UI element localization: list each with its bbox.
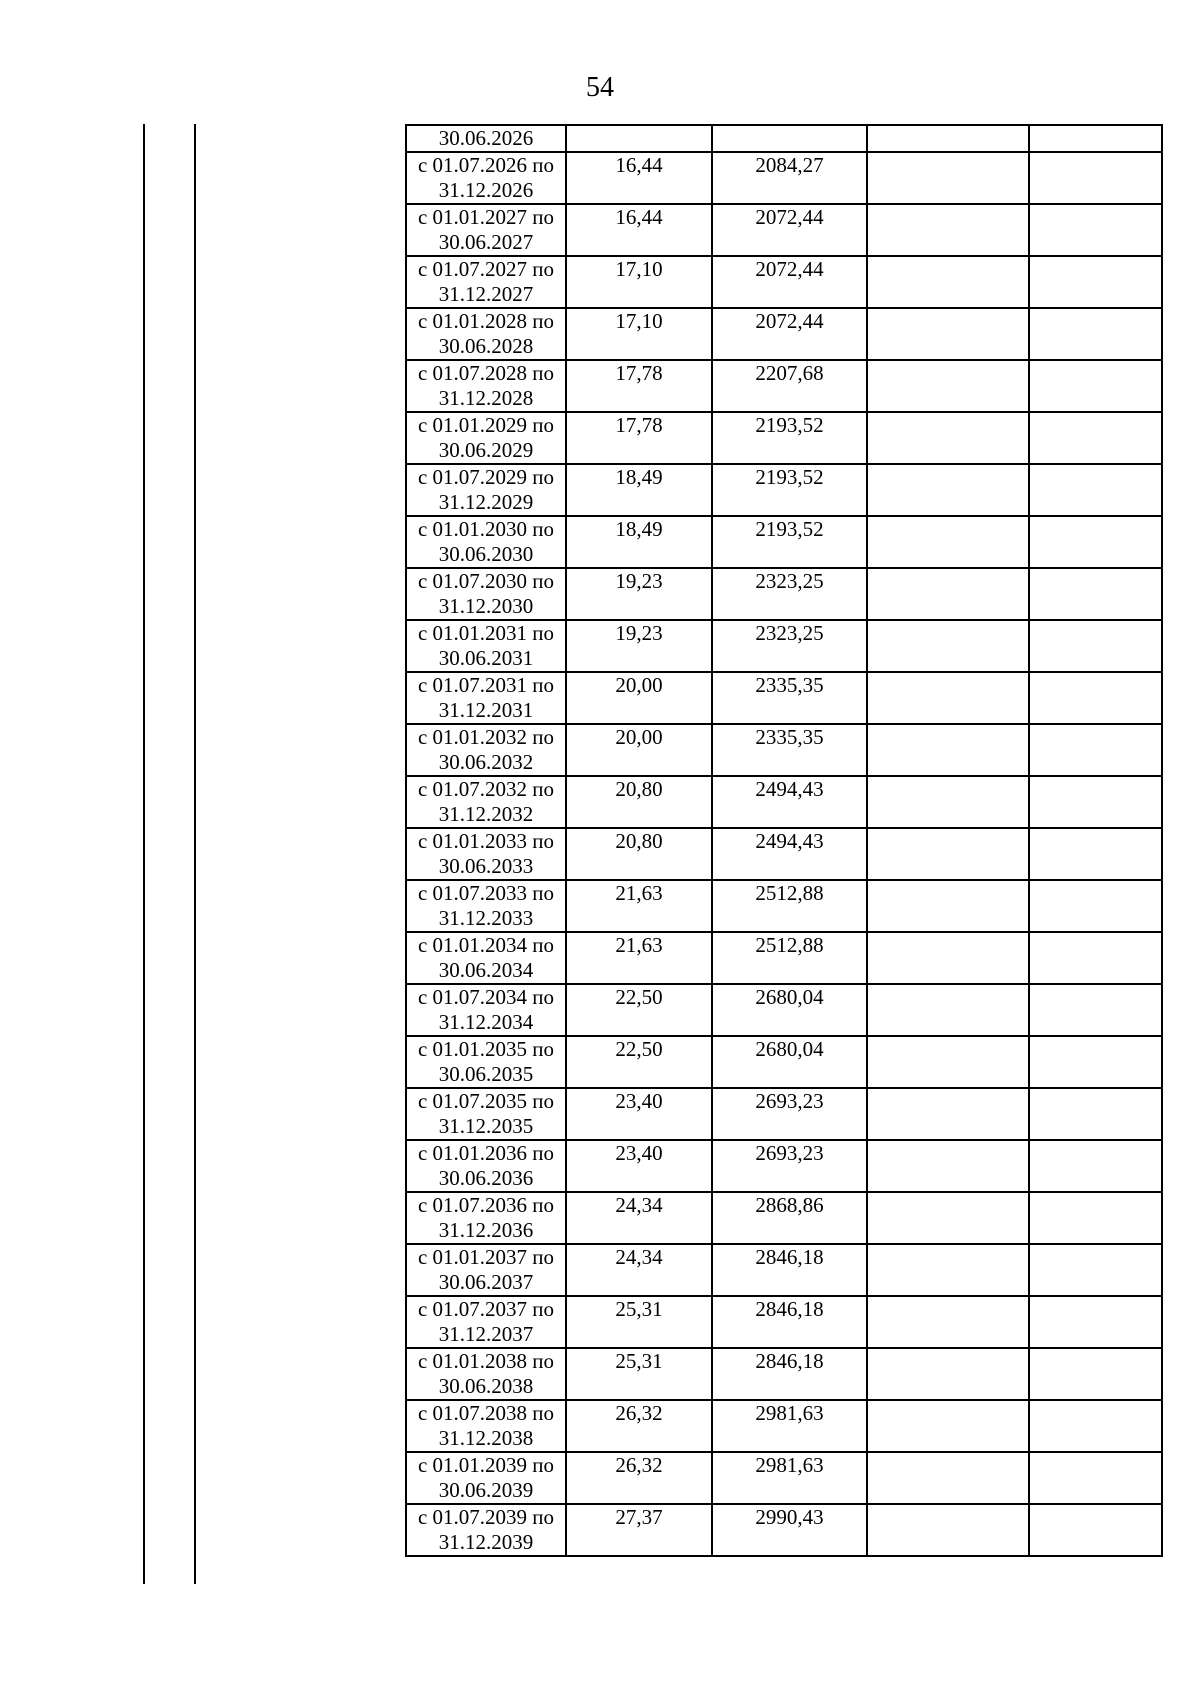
period-start: с 01.07.2028 по: [417, 361, 555, 385]
tariff-cell: 2693,23: [712, 1088, 867, 1140]
period-cell: [406, 880, 566, 932]
period-cell: [406, 516, 566, 568]
rate-cell: 19,23: [566, 568, 712, 620]
period-end: 31.12.2035: [438, 1114, 534, 1138]
period-start: с 01.01.2034 по: [417, 933, 555, 957]
period-cell: [406, 932, 566, 984]
period-end: 30.06.2031: [438, 646, 534, 670]
empty-cell: [1029, 932, 1162, 984]
period-cell: [406, 1296, 566, 1348]
tariff-cell: 2193,52: [712, 516, 867, 568]
tariff-cell: 2494,43: [712, 776, 867, 828]
period-cell: [406, 308, 566, 360]
period-start: с 01.07.2027 по: [417, 257, 555, 281]
rate-cell: 25,31: [566, 1348, 712, 1400]
period-start: с 01.07.2030 по: [417, 569, 555, 593]
period-start: с 01.07.2035 по: [417, 1089, 555, 1113]
tariff-cell: 2981,63: [712, 1452, 867, 1504]
tariff-cell: 2846,18: [712, 1296, 867, 1348]
rate-cell: 26,32: [566, 1400, 712, 1452]
empty-cell: [1029, 1400, 1162, 1452]
period-start: с 01.07.2039 по: [417, 1505, 555, 1529]
period-start: с 01.01.2027 по: [417, 205, 555, 229]
empty-cell: [867, 828, 1029, 880]
empty-cell: [1029, 620, 1162, 672]
table-row: [406, 828, 1162, 880]
tariff-cell: 2207,68: [712, 360, 867, 412]
period-start: с 01.07.2033 по: [417, 881, 555, 905]
empty-cell: [1029, 880, 1162, 932]
rate-cell: 17,10: [566, 308, 712, 360]
period-end: 31.12.2033: [438, 906, 534, 930]
empty-cell: [1029, 360, 1162, 412]
period-end: 31.12.2037: [438, 1322, 534, 1346]
period-cell: [406, 620, 566, 672]
tariff-cell: 2494,43: [712, 828, 867, 880]
empty-cell: [1029, 984, 1162, 1036]
empty-cell: [867, 932, 1029, 984]
table-row: [406, 152, 1162, 204]
empty-cell: [867, 360, 1029, 412]
tariff-cell: 2072,44: [712, 308, 867, 360]
rate-cell: 24,34: [566, 1192, 712, 1244]
empty-cell: [867, 1244, 1029, 1296]
period-start: с 01.01.2028 по: [417, 309, 555, 333]
empty-cell: [1029, 828, 1162, 880]
rate-cell: 20,80: [566, 828, 712, 880]
period-cell: [406, 1504, 566, 1556]
table-row: [406, 1088, 1162, 1140]
tariff-table-body: [406, 125, 1162, 1556]
period-end: 31.12.2036: [438, 1218, 534, 1242]
rate-cell: 25,31: [566, 1296, 712, 1348]
period-end: 30.06.2039: [438, 1478, 534, 1502]
period-end: 30.06.2030: [438, 542, 534, 566]
empty-cell: [1029, 568, 1162, 620]
rate-cell: 17,78: [566, 360, 712, 412]
empty-cell: [1029, 1140, 1162, 1192]
period-end: 31.12.2031: [438, 698, 534, 722]
tariff-cell: 2512,88: [712, 932, 867, 984]
tariff-cell: 2846,18: [712, 1348, 867, 1400]
empty-cell: [867, 776, 1029, 828]
period-cell: [406, 1088, 566, 1140]
rate-cell: 16,44: [566, 204, 712, 256]
tariff-cell: 2323,25: [712, 568, 867, 620]
tariff-cell: 2990,43: [712, 1504, 867, 1556]
rate-cell: 21,63: [566, 932, 712, 984]
period-start: с 01.01.2030 по: [417, 517, 555, 541]
empty-cell: [867, 724, 1029, 776]
period-end: 30.06.2026: [438, 126, 534, 150]
empty-cell: [867, 204, 1029, 256]
rate-cell: 26,32: [566, 1452, 712, 1504]
period-cell: [406, 984, 566, 1036]
table-row: [406, 1504, 1162, 1556]
tariff-cell: 2193,52: [712, 464, 867, 516]
empty-cell: [1029, 1348, 1162, 1400]
rate-cell: 20,00: [566, 672, 712, 724]
period-end: 30.06.2036: [438, 1166, 534, 1190]
tariff-cell: 2193,52: [712, 412, 867, 464]
tariff-cell: [712, 125, 867, 152]
empty-cell: [867, 152, 1029, 204]
empty-cell: [867, 568, 1029, 620]
period-end: 30.06.2032: [438, 750, 534, 774]
table-row-continued: [406, 125, 1162, 152]
empty-cell: [1029, 412, 1162, 464]
table-row: [406, 412, 1162, 464]
period-start: с 01.07.2032 по: [417, 777, 555, 801]
period-cell: [406, 204, 566, 256]
rate-cell: 18,49: [566, 516, 712, 568]
period-cell: [406, 360, 566, 412]
tariff-cell: 2072,44: [712, 256, 867, 308]
period-cell: [406, 672, 566, 724]
tariff-cell: 2335,35: [712, 672, 867, 724]
period-end: 31.12.2026: [438, 178, 534, 202]
table-row: [406, 568, 1162, 620]
tariff-cell: 2680,04: [712, 1036, 867, 1088]
empty-cell: [867, 984, 1029, 1036]
empty-cell: [867, 880, 1029, 932]
empty-cell: [1029, 1504, 1162, 1556]
period-start: с 01.07.2026 по: [417, 153, 555, 177]
empty-cell: [867, 1296, 1029, 1348]
rate-cell: 16,44: [566, 152, 712, 204]
period-start: с 01.01.2037 по: [417, 1245, 555, 1269]
table-row: [406, 620, 1162, 672]
empty-cell: [867, 1348, 1029, 1400]
empty-cell: [867, 1140, 1029, 1192]
empty-cell: [867, 620, 1029, 672]
period-cell: [406, 125, 566, 152]
left-table-border: [143, 124, 145, 1584]
tariff-cell: 2680,04: [712, 984, 867, 1036]
table-row: [406, 360, 1162, 412]
rate-cell: 27,37: [566, 1504, 712, 1556]
table-row: [406, 880, 1162, 932]
period-end: 31.12.2039: [438, 1530, 534, 1554]
period-start: с 01.01.2031 по: [417, 621, 555, 645]
tariff-cell: 2323,25: [712, 620, 867, 672]
period-cell: [406, 1244, 566, 1296]
empty-cell: [867, 308, 1029, 360]
page-number: 54: [586, 72, 614, 103]
empty-cell: [867, 1452, 1029, 1504]
rate-cell: 17,10: [566, 256, 712, 308]
table-row: [406, 1192, 1162, 1244]
period-cell: [406, 1452, 566, 1504]
tariff-cell: 2868,86: [712, 1192, 867, 1244]
empty-cell: [1029, 464, 1162, 516]
table-row: [406, 776, 1162, 828]
period-cell: [406, 1140, 566, 1192]
empty-cell: [1029, 1192, 1162, 1244]
period-cell: [406, 256, 566, 308]
table-row: [406, 464, 1162, 516]
period-start: с 01.07.2037 по: [417, 1297, 555, 1321]
empty-cell: [1029, 672, 1162, 724]
table-row: [406, 1140, 1162, 1192]
period-end: 31.12.2028: [438, 386, 534, 410]
empty-cell: [1029, 1036, 1162, 1088]
table-row: [406, 984, 1162, 1036]
empty-cell: [867, 672, 1029, 724]
period-start: с 01.01.2036 по: [417, 1141, 555, 1165]
empty-cell: [867, 125, 1029, 152]
period-end: 31.12.2027: [438, 282, 534, 306]
left-column-divider: [194, 124, 196, 1584]
empty-cell: [867, 516, 1029, 568]
period-cell: [406, 464, 566, 516]
period-end: 31.12.2032: [438, 802, 534, 826]
empty-cell: [1029, 724, 1162, 776]
empty-cell: [1029, 125, 1162, 152]
empty-cell: [867, 1192, 1029, 1244]
table-row: [406, 1296, 1162, 1348]
rate-cell: 24,34: [566, 1244, 712, 1296]
tariff-cell: 2693,23: [712, 1140, 867, 1192]
empty-cell: [1029, 256, 1162, 308]
rate-cell: 22,50: [566, 984, 712, 1036]
table-row: [406, 256, 1162, 308]
rate-cell: 18,49: [566, 464, 712, 516]
empty-cell: [1029, 152, 1162, 204]
period-end: 31.12.2030: [438, 594, 534, 618]
empty-cell: [1029, 1088, 1162, 1140]
empty-cell: [867, 412, 1029, 464]
empty-cell: [867, 1036, 1029, 1088]
period-start: с 01.01.2033 по: [417, 829, 555, 853]
table-row: [406, 308, 1162, 360]
period-end: 30.06.2029: [438, 438, 534, 462]
period-start: с 01.01.2029 по: [417, 413, 555, 437]
period-cell: [406, 152, 566, 204]
period-cell: [406, 776, 566, 828]
period-start: с 01.01.2039 по: [417, 1453, 555, 1477]
table-row: [406, 1348, 1162, 1400]
table-row: [406, 724, 1162, 776]
period-start: с 01.07.2038 по: [417, 1401, 555, 1425]
table-row: [406, 932, 1162, 984]
empty-cell: [1029, 1452, 1162, 1504]
table-row: [406, 1036, 1162, 1088]
table-row: [406, 1400, 1162, 1452]
period-start: с 01.07.2036 по: [417, 1193, 555, 1217]
period-end: 31.12.2038: [438, 1426, 534, 1450]
tariff-cell: 2072,44: [712, 204, 867, 256]
period-end: 31.12.2034: [438, 1010, 534, 1034]
table-row: [406, 204, 1162, 256]
rate-cell: 20,80: [566, 776, 712, 828]
period-cell: [406, 568, 566, 620]
period-end: 31.12.2029: [438, 490, 534, 514]
period-cell: [406, 412, 566, 464]
rate-cell: 20,00: [566, 724, 712, 776]
period-end: 30.06.2027: [438, 230, 534, 254]
tariff-cell: 2084,27: [712, 152, 867, 204]
tariff-cell: 2981,63: [712, 1400, 867, 1452]
rate-cell: 23,40: [566, 1140, 712, 1192]
empty-cell: [867, 1400, 1029, 1452]
period-start: с 01.07.2031 по: [417, 673, 555, 697]
tariff-cell: 2512,88: [712, 880, 867, 932]
rate-cell: 17,78: [566, 412, 712, 464]
period-start: с 01.07.2029 по: [417, 465, 555, 489]
table-row: [406, 1452, 1162, 1504]
empty-cell: [867, 1088, 1029, 1140]
period-end: 30.06.2028: [438, 334, 534, 358]
empty-cell: [867, 464, 1029, 516]
period-cell: [406, 1036, 566, 1088]
table-row: [406, 1244, 1162, 1296]
empty-cell: [1029, 1296, 1162, 1348]
period-end: 30.06.2034: [438, 958, 534, 982]
period-end: 30.06.2037: [438, 1270, 534, 1294]
period-start: с 01.01.2038 по: [417, 1349, 555, 1373]
period-cell: [406, 828, 566, 880]
empty-cell: [1029, 308, 1162, 360]
rate-cell: 19,23: [566, 620, 712, 672]
period-end: 30.06.2035: [438, 1062, 534, 1086]
empty-cell: [1029, 516, 1162, 568]
tariff-cell: 2335,35: [712, 724, 867, 776]
table-row: [406, 516, 1162, 568]
empty-cell: [1029, 204, 1162, 256]
period-end: 30.06.2038: [438, 1374, 534, 1398]
period-start: с 01.07.2034 по: [417, 985, 555, 1009]
period-end: 30.06.2033: [438, 854, 534, 878]
period-start: с 01.01.2035 по: [417, 1037, 555, 1061]
period-cell: [406, 1192, 566, 1244]
tariff-cell: 2846,18: [712, 1244, 867, 1296]
rate-cell: 22,50: [566, 1036, 712, 1088]
tariff-table: [405, 124, 1163, 1557]
table-row: [406, 672, 1162, 724]
period-cell: [406, 724, 566, 776]
rate-cell: [566, 125, 712, 152]
period-cell: [406, 1400, 566, 1452]
rate-cell: 21,63: [566, 880, 712, 932]
rate-cell: 23,40: [566, 1088, 712, 1140]
empty-cell: [1029, 776, 1162, 828]
empty-cell: [867, 256, 1029, 308]
empty-cell: [867, 1504, 1029, 1556]
empty-cell: [1029, 1244, 1162, 1296]
period-cell: [406, 1348, 566, 1400]
period-start: с 01.01.2032 по: [417, 725, 555, 749]
